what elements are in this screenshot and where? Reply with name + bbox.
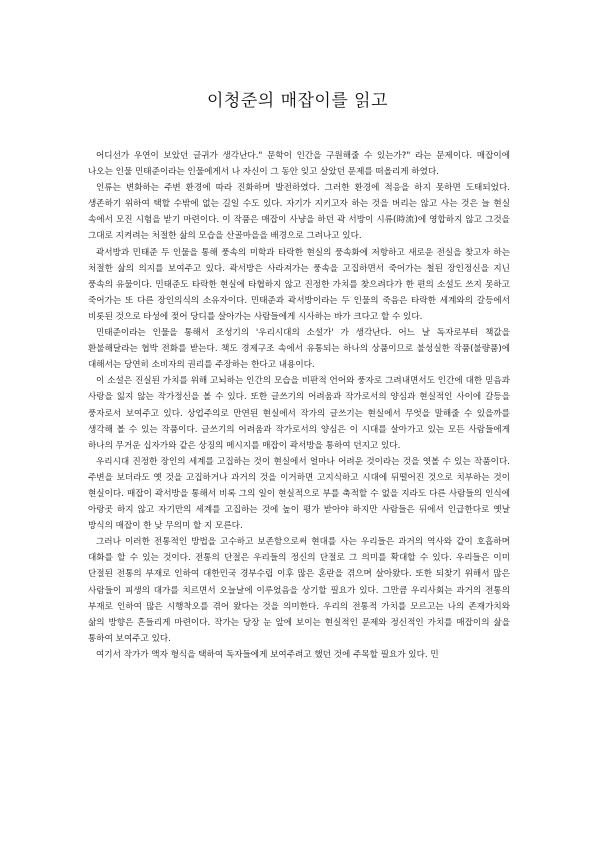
paragraph: 우리시대 진정한 장인의 세계를 고집하는 것이 현실에서 얼마나 어려운 것이라는 것을 엿볼 수 있는 작품이다. 주변을 보더라도 옛 것을 고집하거나 과거의 것을 이거하면 고지식하고 시대에 뒤떨어진 것으로 치부하는 것이 현실이다. 매잡이 곽서방을 통해서 비록 그의 일이 현실적으로 부를 축적할 수 없을 지라도 다른 사람들의 인식에 아랑곳 하지 않고 자기만의 세계를 고집하는 것에 높이 평가 받아야 하지만 사람들은 뒤에서 인급한다로 옛날 방식의 매잡이 한 낮 무의미 할 지 모른다. [88, 456, 510, 532]
document-title: 이청준의 매잡이를 읽고 [206, 91, 389, 111]
paragraph: 인류는 변화하는 주변 환경에 따라 진화하며 발전하였다. 그러한 환경에 적응을 하지 못하면 도태되었다. 생존하기 위하여 택할 수밖에 없는 길일 수도 있다. 자기가 지키고자 하는 것을 버리는 않고 사는 것은 늘 현실 속에서 모진 시험을 받기 마련이다. 이 작품은 매잡이 사냥을 하던 곽 서방이 시류(時流)에 영합하지 않고 그것을 그대로 지켜려는 처절한 삶의 모습을 산골마을을 배경으로 그려나고 있다. [88, 183, 510, 242]
paragraph: 그러나 이러한 전통적인 방법을 고수하고 보존함으로써 현대를 사는 우리들은 과거의 역사와 같이 호흡하며 대화를 할 수 있는 것이다. 전통의 단절은 우리들의 정신의 단절로 그 의미를 확대할 수 있다. 우리들은 이미 단절된 전통의 부재로 인하여 대한민국 경부수립 이후 많은 혼란을 겪으며 살아왔다. 또한 되찾기 위해서 많은 사람들이 피생의 대가를 치르면서 오늘날에 이루었음을 상기할 필요가 있다. 그만큼 우리사회는 과거의 전통의 부재로 인하여 많은 시행착오를 겪어 왔다는 것을 의미한다. 우리의 전통적 가치를 모르고는 나의 존재가치와 삶의 방향은 흔들리게 마련이다. 작가는 당장 눈 앞에 보이는 현실적인 문제와 정신적인 가치를 매잡이의 삶을 통하여 보여주고 있다. [88, 537, 510, 644]
paragraph: 이 소설은 진실된 가치를 위해 고뇌하는 인간의 모습을 비판적 언어와 풍자로 그려내면서도 인간에 대한 믿음과 사랑을 잃지 않는 작가정신을 볼 수 있다. 또한 글쓰기의 어려움과 작가로서의 양심과 현실적인 사이에 갈등을 풍자로서 보여주고 있다. 상업주의로 만연된 현실에서 작가의 글쓰기는 현실에서 무엇을 말해줄 수 있을까를 생각해 볼 수 있는 작품이다. 글쓰기의 어려움과 작가로서의 양심은 이 시대를 살아가고 있는 모든 사람들에게 하나의 무거운 십자가와 같은 상징의 메시지를 매잡이 곽서방을 통하여 던지고 있다. [88, 376, 510, 451]
document-body [88, 148, 510, 663]
paragraph: 여기서 작가가 액자 형식을 택하여 독자들에게 보여주려고 했던 것에 주목할 필요가 있다. 민 [96, 649, 439, 660]
paragraph: 민태준이라는 인물을 통해서 조성기의 '우리시대의 소설가' 가 생각난다. 어느 날 독자로부터 책값을 환불해달라는 협박 전화를 받는다. 책도 경제구조 속에서 유통되는 하나의 상품이므로 불성실한 작품(불량품)에 대해서는 당연히 소비자의 권리를 주장하는 한다고 내용이다. [88, 328, 510, 371]
paragraph: 곽서방과 민태준 두 인물을 통해 풍속의 미학과 타락한 현실의 풍속화에 저항하고 새로운 전실을 찾고자 하는 처절한 삶의 의지를 보여주고 있다. 곽서방은 사라져가는 풍속을 고집하면서 죽어가는 철된 장인정신을 지닌 풍속의 유물이다. 민태준도 타락한 현실에 타협하지 않고 진정한 가치를 찾으려다가 한 편의 소설도 쓰지 못하고 죽어가는 또 다른 장인의식의 소유자이다. 민태준과 곽서방이라는 두 인물의 죽음은 타락한 세계와의 갈등에서 비롯된 것으로 타성에 젖어 당디를 살아가는 사람들에게 시사하는 바가 크다고 할 수 있다. [88, 247, 510, 322]
paragraph: 어디선가 우연이 보았던 글귀가 생각난다." 문학이 인간을 구원해줄 수 있는가?" 라는 문제이다. 매잡이에 나오는 인물 민태준이라는 인물에게서 나 자신이 그 동안 잊고 살았던 문제를 떠올리게 하였다. [88, 151, 510, 178]
